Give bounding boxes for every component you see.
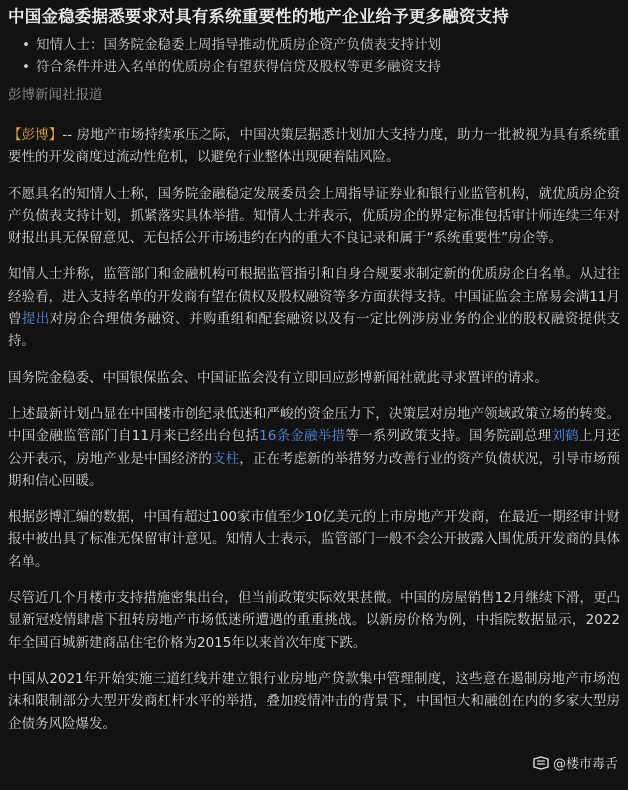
paragraph-text: -- 房地产市场持续承压之际，中国决策层据悉计划加大支持力度，助力一批被视为具有系统重要性的开发商度过流动性危机，以避免行业整体出现硬着陆风险。	[8, 127, 620, 166]
watermark-label: @楼市毒舌	[552, 757, 618, 772]
paragraph-7: 尽管近几个月楼市支持措施密集出台，但当前政策实际效果甚微。中国的房屋销售12月继续下滑，更凸显新冠疫情肆虐下扭转房地产市场低迷所遭遇的重重挑战。以新房价格为例，中指院数据显示，2022年全国百城新建商品住宅价格为2015年以来首次年度下跌。	[8, 590, 620, 651]
link-proposal[interactable]: 提出	[21, 311, 50, 328]
summary-bullet: • 知情人士：国务院金稳委上周指导推动优质房企资产负债表支持计划	[36, 34, 620, 56]
paragraph-text: 对房企合理债务融资、并购重组和配套融资以及有一定比例涉房业务的企业的股权融资提供支持。	[8, 311, 621, 350]
link-16-measures[interactable]: 16条金融举措	[259, 428, 346, 445]
paragraph-4: 国务院金稳委、中国银保监会、中国证监会没有立即回应彭博新闻社就此寻求置评的请求。	[8, 369, 548, 386]
paragraph-text: 上月还公开表示，房地产业是中国经济的	[8, 428, 621, 467]
paragraph-1	[8, 124, 620, 169]
paragraph-3	[8, 263, 620, 352]
paragraph-text: ，正在考虑新的举措努力改善行业的资产负债状况，引导市场预期和信心回暖。	[8, 450, 621, 489]
link-pillar[interactable]: 支柱	[212, 450, 240, 467]
paragraph-text: 上述最新计划凸显在中国楼市创纪录低迷和严峻的资金压力下，决策层对房地产领域政策立场的转变。中国金融监管部门自11月来已经出台包括	[8, 405, 620, 445]
paragraph-text: 等一系列政策支持。国务院副总理	[345, 428, 552, 445]
paragraph-5	[8, 403, 620, 492]
link-liu-he[interactable]: 刘鹤	[551, 428, 580, 445]
summary-bullet: • 符合条件并进入名单的优质房企有望获得信贷及股权等更多融资支持	[36, 56, 620, 78]
bloomberg-tag: 【彭博】	[8, 127, 63, 143]
article-body	[8, 124, 620, 735]
source-byline: 彭博新闻社报道	[8, 87, 103, 103]
article-title: 中国金稳委据悉要求对具有系统重要性的地产企业给予更多融资支持	[8, 7, 509, 26]
toutiao-logo-icon	[533, 756, 549, 770]
summary-list	[8, 34, 620, 78]
paragraph-2: 不愿具名的知情人士称，国务院金融稳定发展委员会上周指导证券业和银行业监管机构，就优质房企资产负债表支持计划，抓紧落实具体举措。知情人士并表示，优质房企的界定标准包括审计师连续三年对财报出具无保留意见、无包括公开市场违约在内的重大不良记录和属于“系统重要性”房企等。	[8, 185, 620, 247]
watermark	[533, 753, 618, 772]
paragraph-8: 中国从2021年开始实施三道红线并建立银行业房地产贷款集中管理制度，这些意在遏制房地产市场泡沫和限制部分大型开发商杠杆水平的举措，叠加疫情冲击的背景下，中国恒大和融创在内的多家大型房企债务风险爆发。	[8, 670, 620, 732]
paragraph-6: 根据彭博汇编的数据，中国有超过100家市值至少10亿美元的上市房地产开发商，在最近一期经审计财报中被出具了标准无保留审计意见。知情人士表示，监管部门一般不会公开披露入围优质开发商的具体名单。	[8, 509, 620, 570]
paragraph-text: 知情人士并称，监管部门和金融机构可根据监管指引和自身合规要求制定新的优质房企白名单。从过往经验看，进入支持名单的开发商有望在债权及股权融资等多方面获得支持。中国证监会主席易会满11月曾	[8, 266, 620, 328]
